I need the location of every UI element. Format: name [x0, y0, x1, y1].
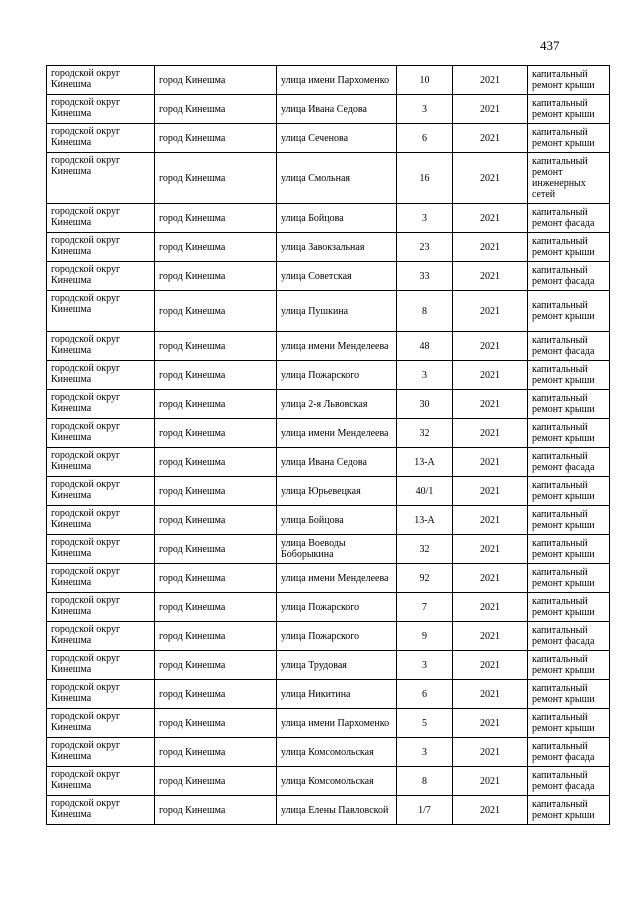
- city-cell: город Кинешма: [155, 390, 277, 419]
- street-cell: улица Комсомольская: [277, 738, 397, 767]
- house-number-cell: 3: [397, 738, 453, 767]
- district-cell: городской округ Кинешма: [47, 448, 155, 477]
- table-row: [47, 361, 610, 390]
- year-cell: 2021: [453, 622, 528, 651]
- work-type-cell: капитальный ремонт крыши: [528, 564, 610, 593]
- district-cell: городской округ Кинешма: [47, 535, 155, 564]
- year-cell: 2021: [453, 738, 528, 767]
- district-cell: городской округ Кинешма: [47, 95, 155, 124]
- work-type-cell: капитальный ремонт крыши: [528, 506, 610, 535]
- house-number-cell: 8: [397, 291, 453, 332]
- house-number-cell: 7: [397, 593, 453, 622]
- table-row: [47, 233, 610, 262]
- repair-schedule-table: [46, 65, 610, 825]
- work-type-cell: капитальный ремонт крыши: [528, 593, 610, 622]
- year-cell: 2021: [453, 262, 528, 291]
- work-type-cell: капитальный ремонт крыши: [528, 651, 610, 680]
- year-cell: 2021: [453, 124, 528, 153]
- district-cell: городской округ Кинешма: [47, 738, 155, 767]
- city-cell: город Кинешма: [155, 738, 277, 767]
- house-number-cell: 23: [397, 233, 453, 262]
- district-cell: городской округ Кинешма: [47, 361, 155, 390]
- house-number-cell: 3: [397, 204, 453, 233]
- house-number-cell: 13-А: [397, 448, 453, 477]
- city-cell: город Кинешма: [155, 448, 277, 477]
- house-number-cell: 6: [397, 124, 453, 153]
- work-type-cell: капитальный ремонт крыши: [528, 477, 610, 506]
- street-cell: улица имени Менделеева: [277, 332, 397, 361]
- table-body: [47, 66, 610, 825]
- table-row: [47, 767, 610, 796]
- year-cell: 2021: [453, 390, 528, 419]
- district-cell: городской округ Кинешма: [47, 153, 155, 204]
- house-number-cell: 32: [397, 535, 453, 564]
- table-row: [47, 506, 610, 535]
- year-cell: 2021: [453, 796, 528, 825]
- district-cell: городской округ Кинешма: [47, 332, 155, 361]
- city-cell: город Кинешма: [155, 622, 277, 651]
- street-cell: улица Ивана Седова: [277, 448, 397, 477]
- work-type-cell: капитальный ремонт инженерных сетей: [528, 153, 610, 204]
- house-number-cell: 3: [397, 95, 453, 124]
- year-cell: 2021: [453, 291, 528, 332]
- street-cell: улица имени Пархоменко: [277, 66, 397, 95]
- city-cell: город Кинешма: [155, 535, 277, 564]
- work-type-cell: капитальный ремонт фасада: [528, 262, 610, 291]
- work-type-cell: капитальный ремонт фасада: [528, 767, 610, 796]
- table-row: [47, 448, 610, 477]
- year-cell: 2021: [453, 767, 528, 796]
- street-cell: улица Советская: [277, 262, 397, 291]
- house-number-cell: 10: [397, 66, 453, 95]
- house-number-cell: 92: [397, 564, 453, 593]
- district-cell: городской округ Кинешма: [47, 622, 155, 651]
- house-number-cell: 3: [397, 651, 453, 680]
- house-number-cell: 40/1: [397, 477, 453, 506]
- table-row: [47, 477, 610, 506]
- city-cell: город Кинешма: [155, 651, 277, 680]
- year-cell: 2021: [453, 564, 528, 593]
- table-row: [47, 291, 610, 332]
- street-cell: улица Пушкина: [277, 291, 397, 332]
- work-type-cell: капитальный ремонт крыши: [528, 535, 610, 564]
- year-cell: 2021: [453, 448, 528, 477]
- year-cell: 2021: [453, 680, 528, 709]
- street-cell: улица Смольная: [277, 153, 397, 204]
- work-type-cell: капитальный ремонт крыши: [528, 680, 610, 709]
- year-cell: 2021: [453, 709, 528, 738]
- city-cell: город Кинешма: [155, 709, 277, 738]
- table-row: [47, 66, 610, 95]
- city-cell: город Кинешма: [155, 361, 277, 390]
- work-type-cell: капитальный ремонт крыши: [528, 233, 610, 262]
- table-row: [47, 651, 610, 680]
- year-cell: 2021: [453, 477, 528, 506]
- district-cell: городской округ Кинешма: [47, 796, 155, 825]
- district-cell: городской округ Кинешма: [47, 233, 155, 262]
- street-cell: улица Бойцова: [277, 204, 397, 233]
- work-type-cell: капитальный ремонт крыши: [528, 796, 610, 825]
- table-row: [47, 332, 610, 361]
- work-type-cell: капитальный ремонт фасада: [528, 622, 610, 651]
- city-cell: город Кинешма: [155, 291, 277, 332]
- table-row: [47, 535, 610, 564]
- table-row: [47, 262, 610, 291]
- street-cell: улица Воеводы Боборыкина: [277, 535, 397, 564]
- city-cell: город Кинешма: [155, 506, 277, 535]
- table-row: [47, 622, 610, 651]
- district-cell: городской округ Кинешма: [47, 419, 155, 448]
- house-number-cell: 1/7: [397, 796, 453, 825]
- table-row: [47, 204, 610, 233]
- table-row: [47, 95, 610, 124]
- city-cell: город Кинешма: [155, 204, 277, 233]
- city-cell: город Кинешма: [155, 95, 277, 124]
- city-cell: город Кинешма: [155, 767, 277, 796]
- table-row: [47, 738, 610, 767]
- street-cell: улица Пожарского: [277, 622, 397, 651]
- district-cell: городской округ Кинешма: [47, 564, 155, 593]
- district-cell: городской округ Кинешма: [47, 291, 155, 332]
- table-row: [47, 564, 610, 593]
- year-cell: 2021: [453, 204, 528, 233]
- district-cell: городской округ Кинешма: [47, 767, 155, 796]
- house-number-cell: 8: [397, 767, 453, 796]
- street-cell: улица Пожарского: [277, 593, 397, 622]
- work-type-cell: капитальный ремонт крыши: [528, 390, 610, 419]
- district-cell: городской округ Кинешма: [47, 506, 155, 535]
- city-cell: город Кинешма: [155, 124, 277, 153]
- street-cell: улица Пожарского: [277, 361, 397, 390]
- street-cell: улица 2-я Львовская: [277, 390, 397, 419]
- district-cell: городской округ Кинешма: [47, 709, 155, 738]
- year-cell: 2021: [453, 419, 528, 448]
- street-cell: улица Сеченова: [277, 124, 397, 153]
- street-cell: улица Трудовая: [277, 651, 397, 680]
- city-cell: город Кинешма: [155, 66, 277, 95]
- street-cell: улица Никитина: [277, 680, 397, 709]
- city-cell: город Кинешма: [155, 593, 277, 622]
- work-type-cell: капитальный ремонт крыши: [528, 124, 610, 153]
- year-cell: 2021: [453, 593, 528, 622]
- work-type-cell: капитальный ремонт фасада: [528, 204, 610, 233]
- work-type-cell: капитальный ремонт фасада: [528, 738, 610, 767]
- street-cell: улица имени Менделеева: [277, 564, 397, 593]
- year-cell: 2021: [453, 535, 528, 564]
- house-number-cell: 48: [397, 332, 453, 361]
- work-type-cell: капитальный ремонт крыши: [528, 419, 610, 448]
- city-cell: город Кинешма: [155, 233, 277, 262]
- house-number-cell: 5: [397, 709, 453, 738]
- year-cell: 2021: [453, 233, 528, 262]
- district-cell: городской округ Кинешма: [47, 204, 155, 233]
- street-cell: улица имени Пархоменко: [277, 709, 397, 738]
- house-number-cell: 16: [397, 153, 453, 204]
- house-number-cell: 33: [397, 262, 453, 291]
- table-row: [47, 593, 610, 622]
- year-cell: 2021: [453, 95, 528, 124]
- year-cell: 2021: [453, 506, 528, 535]
- district-cell: городской округ Кинешма: [47, 66, 155, 95]
- year-cell: 2021: [453, 66, 528, 95]
- table-row: [47, 709, 610, 738]
- year-cell: 2021: [453, 153, 528, 204]
- work-type-cell: капитальный ремонт фасада: [528, 332, 610, 361]
- district-cell: городской округ Кинешма: [47, 477, 155, 506]
- city-cell: город Кинешма: [155, 419, 277, 448]
- street-cell: улица Комсомольская: [277, 767, 397, 796]
- district-cell: городской округ Кинешма: [47, 124, 155, 153]
- house-number-cell: 6: [397, 680, 453, 709]
- district-cell: городской округ Кинешма: [47, 680, 155, 709]
- table-row: [47, 124, 610, 153]
- city-cell: город Кинешма: [155, 680, 277, 709]
- work-type-cell: капитальный ремонт крыши: [528, 291, 610, 332]
- house-number-cell: 3: [397, 361, 453, 390]
- table-row: [47, 680, 610, 709]
- work-type-cell: капитальный ремонт крыши: [528, 66, 610, 95]
- district-cell: городской округ Кинешма: [47, 593, 155, 622]
- house-number-cell: 32: [397, 419, 453, 448]
- year-cell: 2021: [453, 361, 528, 390]
- house-number-cell: 30: [397, 390, 453, 419]
- house-number-cell: 13-А: [397, 506, 453, 535]
- city-cell: город Кинешма: [155, 332, 277, 361]
- street-cell: улица Елены Павловской: [277, 796, 397, 825]
- street-cell: улица Ивана Седова: [277, 95, 397, 124]
- district-cell: городской округ Кинешма: [47, 651, 155, 680]
- house-number-cell: 9: [397, 622, 453, 651]
- street-cell: улица Бойцова: [277, 506, 397, 535]
- table-row: [47, 390, 610, 419]
- district-cell: городской округ Кинешма: [47, 262, 155, 291]
- street-cell: улица Завокзальная: [277, 233, 397, 262]
- city-cell: город Кинешма: [155, 564, 277, 593]
- work-type-cell: капитальный ремонт крыши: [528, 709, 610, 738]
- city-cell: город Кинешма: [155, 477, 277, 506]
- city-cell: город Кинешма: [155, 262, 277, 291]
- page-number: 437: [540, 38, 560, 53]
- table-row: [47, 153, 610, 204]
- table-row: [47, 796, 610, 825]
- year-cell: 2021: [453, 651, 528, 680]
- city-cell: город Кинешма: [155, 153, 277, 204]
- street-cell: улица Юрьевецкая: [277, 477, 397, 506]
- work-type-cell: капитальный ремонт крыши: [528, 95, 610, 124]
- city-cell: город Кинешма: [155, 796, 277, 825]
- table-row: [47, 419, 610, 448]
- street-cell: улица имени Менделеева: [277, 419, 397, 448]
- year-cell: 2021: [453, 332, 528, 361]
- work-type-cell: капитальный ремонт крыши: [528, 361, 610, 390]
- district-cell: городской округ Кинешма: [47, 390, 155, 419]
- work-type-cell: капитальный ремонт фасада: [528, 448, 610, 477]
